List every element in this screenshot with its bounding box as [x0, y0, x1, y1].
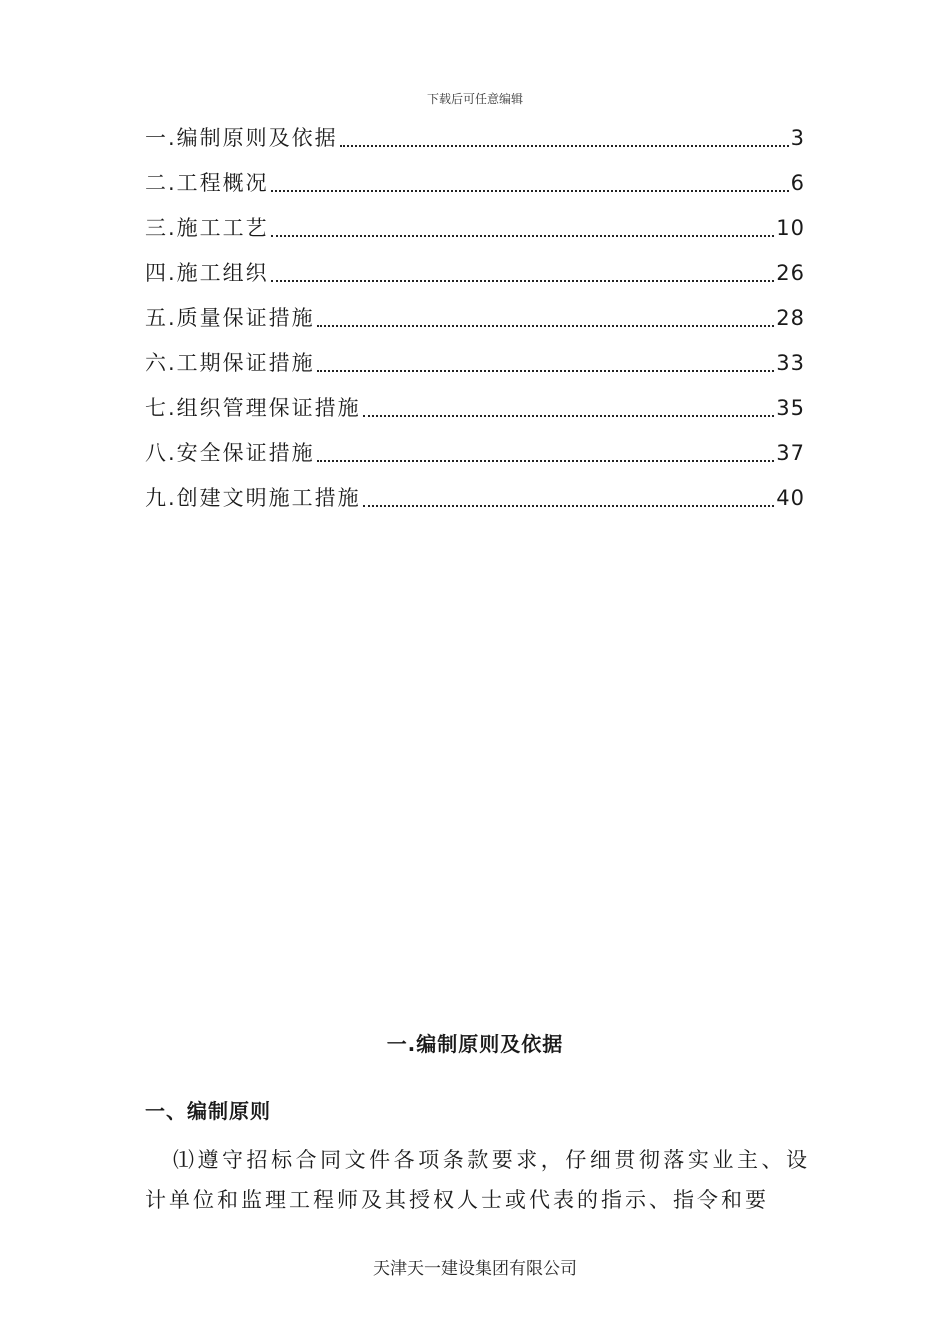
sub-heading: 一、编制原则: [145, 1099, 271, 1123]
toc-entry-page: 37: [776, 441, 805, 465]
toc-entry-page: 28: [776, 306, 805, 330]
toc-leader-dots: [317, 324, 775, 327]
toc-entry-label: 七.组织管理保证措施: [145, 396, 361, 420]
toc-entry[interactable]: [145, 472, 805, 517]
toc-leader-dots: [317, 369, 775, 372]
toc-entry[interactable]: [145, 337, 805, 382]
toc-entry-page: 10: [776, 216, 805, 240]
toc-entry-label: 一.编制原则及依据: [145, 126, 338, 150]
toc-entry-label: 四.施工组织: [145, 261, 269, 285]
toc-leader-dots: [340, 144, 789, 147]
toc-entry-page: 6: [790, 171, 805, 195]
toc-leader-dots: [271, 234, 775, 237]
toc-entry-label: 五.质量保证措施: [145, 306, 315, 330]
toc-entry[interactable]: [145, 202, 805, 247]
toc-entry[interactable]: [145, 292, 805, 337]
toc-entry[interactable]: [145, 382, 805, 427]
toc-leader-dots: [317, 459, 775, 462]
table-of-contents: [145, 112, 805, 517]
toc-entry-page: 35: [776, 396, 805, 420]
toc-entry-label: 三.施工工艺: [145, 216, 269, 240]
section-title: 一.编制原则及依据: [386, 1032, 564, 1056]
toc-entry-page: 33: [776, 351, 805, 375]
toc-entry-page: 26: [776, 261, 805, 285]
toc-entry-label: 九.创建文明施工措施: [145, 486, 361, 510]
toc-entry-label: 二.工程概况: [145, 171, 269, 195]
header-note: 下载后可任意编辑: [426, 92, 523, 106]
toc-entry-page: 3: [790, 126, 805, 150]
toc-entry[interactable]: [145, 112, 805, 157]
body-paragraph: ⑴遵守招标合同文件各项条款要求，仔细贯彻落实业主、设计单位和监理工程师及其授权人士或代表的指示、指令和要: [145, 1148, 810, 1212]
page-footer: 天津天一建设集团有限公司: [373, 1259, 577, 1279]
toc-leader-dots: [363, 414, 775, 417]
toc-entry[interactable]: [145, 247, 805, 292]
toc-entry-page: 40: [776, 486, 805, 510]
toc-leader-dots: [271, 279, 775, 282]
toc-entry[interactable]: [145, 427, 805, 472]
toc-leader-dots: [271, 189, 789, 192]
toc-entry-label: 八.安全保证措施: [145, 441, 315, 465]
toc-entry[interactable]: [145, 157, 805, 202]
toc-entry-label: 六.工期保证措施: [145, 351, 315, 375]
toc-leader-dots: [363, 504, 775, 507]
